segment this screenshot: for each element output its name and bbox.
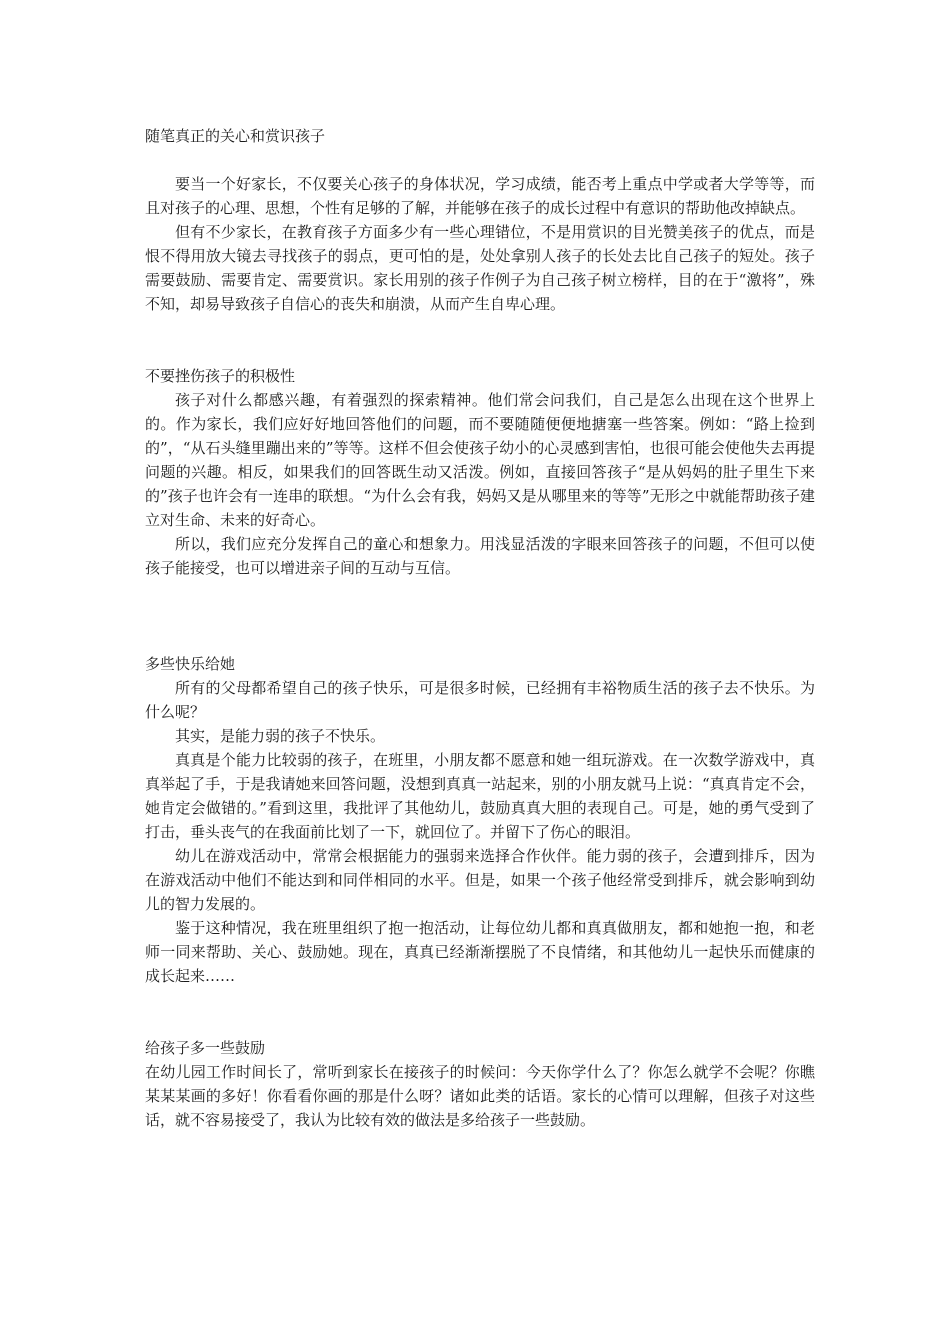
spacer	[145, 988, 815, 1036]
paragraph: 所有的父母都希望自己的孩子快乐，可是很多时候，已经拥有丰裕物质生活的孩子去不快乐。为什么呢？	[145, 679, 815, 721]
paragraph: 但有不少家长，在教育孩子方面多少有一些心理错位，不是用赏识的目光赞美孩子的优点，而是恨不得用放大镜去寻找孩子的弱点，更可怕的是，处处拿别人孩子的长处去比自己孩子的短处。孩子需要鼓励、需要肯定、需要赏识。家长用别的孩子作例子为自己孩子树立榜样，目的在于“激将”，殊不知，却易导致孩子自信心的丧失和崩溃，从而产生自卑心理。	[145, 223, 815, 313]
paragraph: 在幼儿园工作时间长了，常听到家长在接孩子的时候问：今天你学什么了？你怎么就学不会呢？你瞧某某某画的多好！你看看你画的那是什么呀？诸如此类的话语。家长的心情可以理解，但孩子对这些话，就不容易接受了，我认为比较有效的做法是多给孩子一些鼓励。	[145, 1063, 815, 1129]
paragraph: 鉴于这种情况，我在班里组织了抱一抱活动，让每位幼儿都和真真做朋友，都和她抱一抱，和老师一同来帮助、关心、鼓励她。现在，真真已经渐渐摆脱了不良情绪，和其他幼儿一起快乐而健康的成长起来……	[145, 919, 815, 985]
spacer	[145, 148, 815, 172]
paragraph: 要当一个好家长，不仅要关心孩子的身体状况，学习成绩，能否考上重点中学或者大学等等，而且对孩子的心理、思想，个性有足够的了解，并能够在孩子的成长过程中有意识的帮助他改掉缺点。	[145, 175, 815, 217]
section-title: 多些快乐给她	[145, 655, 236, 673]
section-title: 给孩子多一些鼓励	[145, 1039, 266, 1057]
paragraph: 幼儿在游戏活动中，常常会根据能力的强弱来选择合作伙伴。能力弱的孩子，会遭到排斥，因为在游戏活动中他们不能达到和同伴相同的水平。但是，如果一个孩子他经常受到排斥，就会影响到幼儿的智力发展的。	[145, 847, 815, 913]
paragraph: 孩子对什么都感兴趣，有着强烈的探索精神。他们常会问我们，自己是怎么出现在这个世界上的。作为家长，我们应好好地回答他们的问题，而不要随随便便地搪塞一些答案。例如：“路上捡到的”，“从石头缝里蹦出来的”等等。这样不但会使孩子幼小的心灵感到害怕，也很可能会使他失去再提问题的兴趣。相反，如果我们的回答既生动又活泼。例如，直接回答孩子“是从妈妈的肚子里生下来的”孩子也许会有一连串的联想。“为什么会有我，妈妈又是从哪里来的等等”无形之中就能帮助孩子建立对生命、未来的好奇心。	[145, 391, 815, 529]
section-title: 不要挫伤孩子的积极性	[145, 367, 296, 385]
spacer	[145, 580, 815, 652]
paragraph: 真真是个能力比较弱的孩子，在班里，小朋友都不愿意和她一组玩游戏。在一次数学游戏中，真真举起了手，于是我请她来回答问题，没想到真真一站起来，别的小朋友就马上说：“真真肯定不会，她肯定会做错的。”看到这里，我批评了其他幼儿，鼓励真真大胆的表现自己。可是，她的勇气受到了打击，垂头丧气的在我面前比划了一下，就回位了。并留下了伤心的眼泪。	[145, 751, 815, 841]
spacer	[145, 316, 815, 364]
document-body	[145, 124, 815, 1132]
section-title: 随笔真正的关心和赏识孩子	[145, 127, 326, 145]
paragraph: 其实，是能力弱的孩子不快乐。	[175, 727, 386, 745]
paragraph: 所以，我们应充分发挥自己的童心和想象力。用浅显活泼的字眼来回答孩子的问题，不但可以使孩子能接受，也可以增进亲子间的互动与互信。	[145, 535, 815, 577]
